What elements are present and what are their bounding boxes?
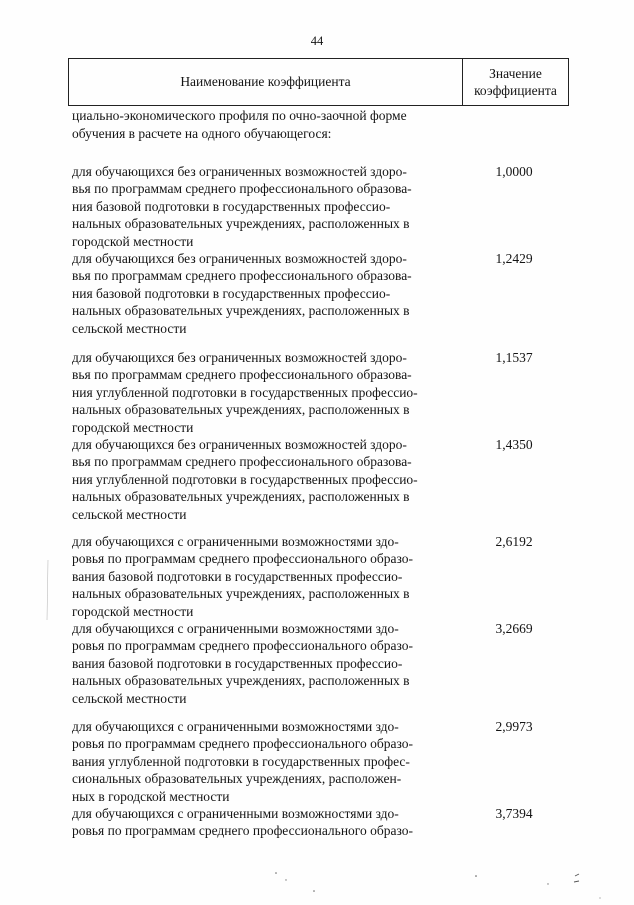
column-header-value: Значение коэффициента	[474, 66, 557, 98]
column-header-name: Наименование коэффициента	[180, 74, 351, 89]
row-value: 2,9973	[495, 719, 533, 734]
row-value: 1,1537	[495, 350, 533, 365]
row-value: 2,6192	[495, 534, 533, 549]
row-description: для обучающихся без ограниченных возможностей здоро- вья по программам среднего профессионального образова- ния базовой подготовки в государственных профессио- нальных образовательных учреждениях, расположенных в городской местности	[72, 164, 412, 249]
row-description: для обучающихся с ограниченными возможностями здо- ровья по программам среднего профессионального образо- вания углубленной подготовки в государственных профес- сиональных образовательных учреждениях, расположен- ных в городской местности	[72, 719, 413, 804]
page-number: 44	[310, 34, 324, 48]
row-value: 3,2669	[495, 621, 533, 636]
table-header	[68, 58, 569, 106]
row-value: 1,2429	[495, 251, 533, 266]
row-description: для обучающихся без ограниченных возможностей здоро- вья по программам среднего профессионального образова- ния базовой подготовки в государственных профессио- нальных образовательных учреждениях, расположенных в сельской местности	[72, 251, 412, 336]
row-description: для обучающихся без ограниченных возможностей здоро- вья по программам среднего профессионального образова- ния углубленной подготовки в государственных профессио- нальных образовательных учреждениях, расположенных в городской местности	[72, 350, 418, 435]
row-value: 3,7394	[495, 806, 533, 821]
row-description: для обучающихся с ограниченными возможностями здо- ровья по программам среднего профессионального образо- вания базовой подготовки в государственных профессио- нальных образовательных учреждениях, расположенных в сельской местности	[72, 621, 413, 706]
row-description: для обучающихся без ограниченных возможностей здоро- вья по программам среднего профессионального образова- ния углубленной подготовки в государственных профессио- нальных образовательных учреждениях, расположенных в сельской местности	[72, 437, 418, 522]
row-description: для обучающихся с ограниченными возможностями здо- ровья по программам среднего профессионального образо- вания базовой подготовки в государственных профессио- нальных образовательных учреждениях, расположенных в городской местности	[72, 534, 413, 619]
row-value: 1,0000	[495, 164, 533, 179]
row-description: для обучающихся с ограниченными возможностями здо- ровья по программам среднего профессионального образо-	[72, 806, 413, 839]
row-value: 1,4350	[495, 437, 533, 452]
intro-text: циально-экономического профиля по очно-заочной форме обучения в расчете на одного обучающегося:	[72, 108, 407, 141]
